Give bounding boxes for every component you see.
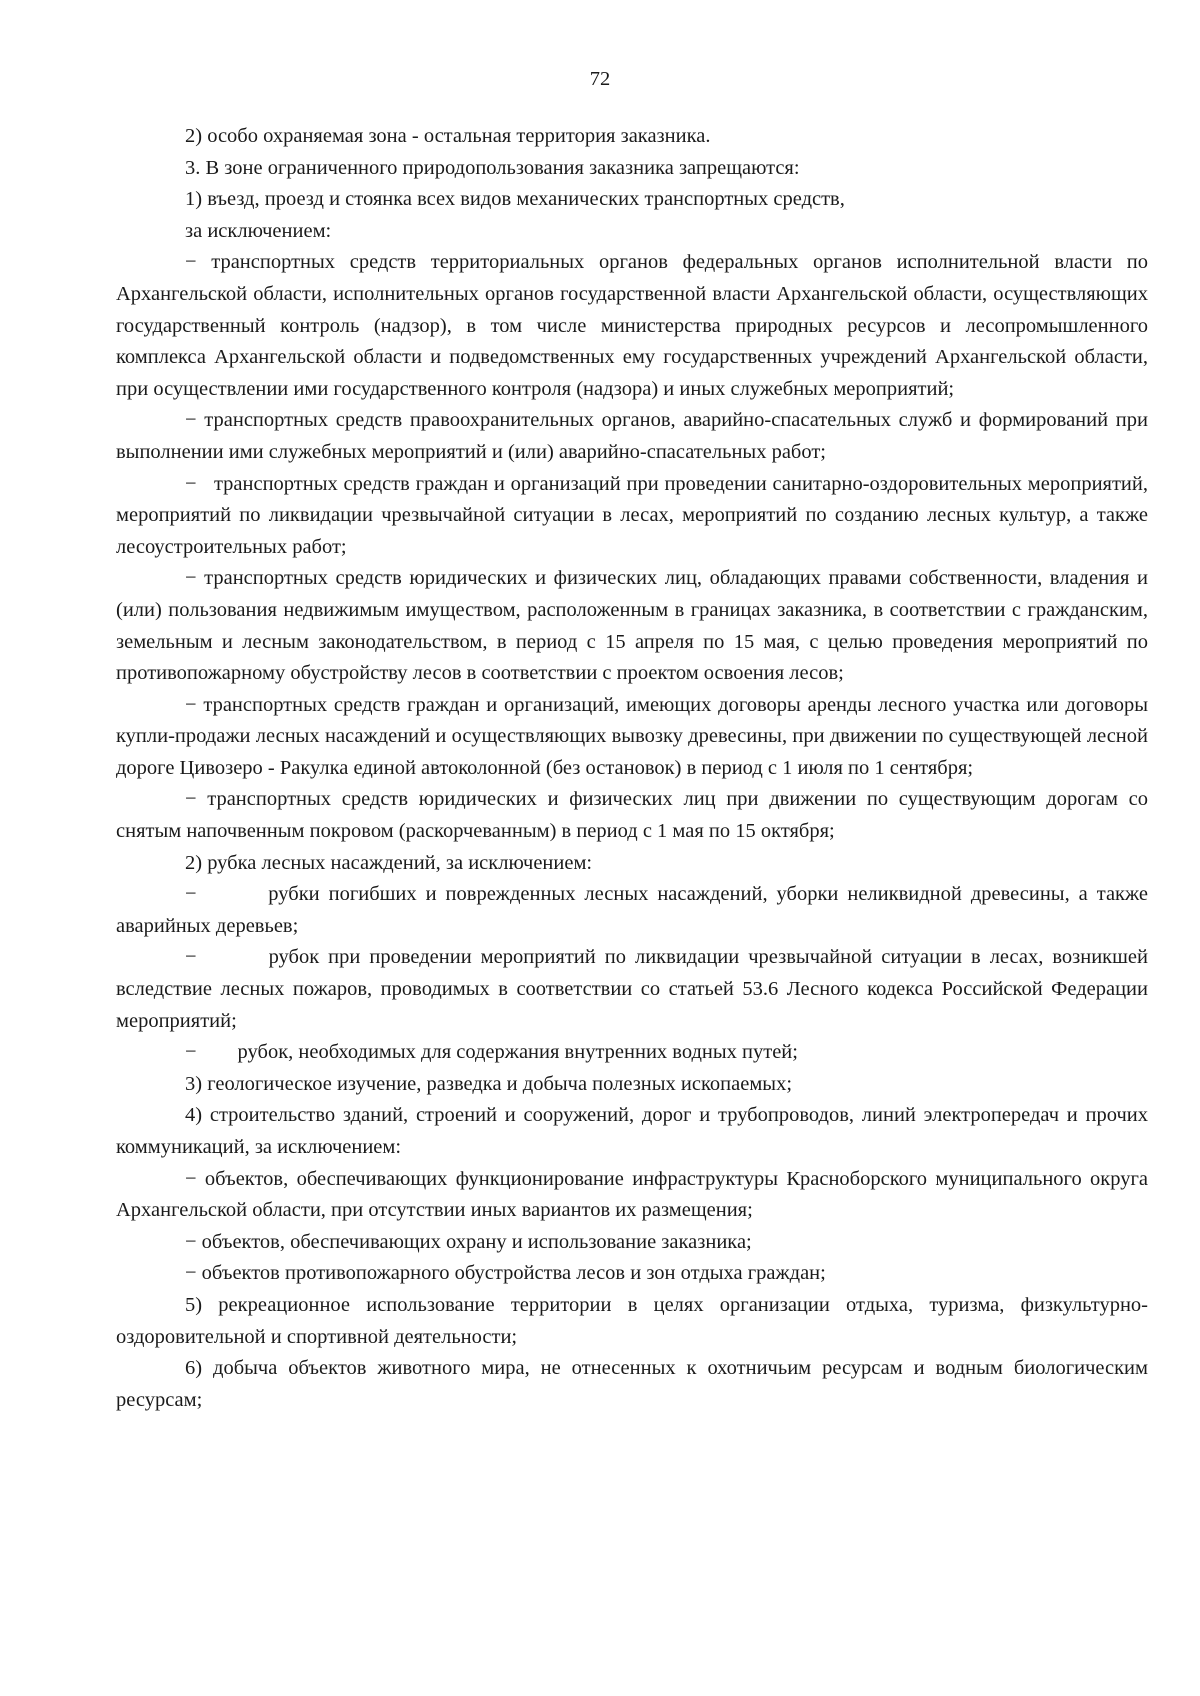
paragraph-wildlife: 6) добыча объектов животного мира, не отнесенных к охотничьим ресурсам и водным биологическим ресурсам; [116, 1357, 1148, 1411]
list-item-state-control-vehicles: − транспортных средств территориальных органов федеральных органов исполнительной власти по Архангельской области, исполнительных органов государственной власти Архангельской области, осуществляющих государственный контроль (надзор), в том числе министерства природных ресурсов и лесопромышленного комплекса Архангельской области и подведомственных ему государственных учреждений Архангельской области, при осуществлении ими государственного контроля (надзора) и иных служебных мероприятий; [116, 251, 1148, 400]
list-item-infrastructure-objects: − объектов, обеспечивающих функционирование инфраструктуры Красноборского муниципального округа Архангельской области, при отсутствии иных вариантов их размещения; [116, 1167, 1148, 1222]
list-item-property-owner-vehicles: − транспортных средств юридических и физических лиц, обладающих правами собственности, владения и (или) пользования недвижимым имуществом, расположенным в границах заказника, в соответствии с гражданским, земельным и лесным законодательством, в период с 15 апреля по 15 мая, с целью проведения мероприятий по противопожарному обустройству лесов в соответствии с проектом освоения лесов; [116, 567, 1148, 685]
paragraph-construction: 4) строительство зданий, строений и сооружений, дорог и трубопроводов, линий электропередач и прочих коммуникаций, за исключением: [116, 1104, 1148, 1158]
list-item-sanitary-vehicles: − транспортных средств граждан и организаций при проведении санитарно-оздоровительных мероприятий, мероприятий по ликвидации чрезвычайной ситуации в лесах, мероприятий по созданию лесных культур, а также лесоустроительных работ; [116, 472, 1154, 558]
paragraph-recreation: 5) рекреационное использование территории в целях организации отдыха, туризма, физкультурно-оздоровительной и спортивной деятельности; [116, 1293, 1148, 1348]
paragraph-logging: 2) рубка лесных насаждений, за исключением: [185, 851, 593, 874]
list-item-lease-vehicles: − транспортных средств граждан и организаций, имеющих договоры аренды лесного участка или договоры купли-продажи лесных насаждений и осуществляющих вывозку древесины, при движении по существующей лесной дороге Цивозеро - Ракулка единой автоколонной (без остановок) в период с 1 июля по 1 сентября; [116, 693, 1148, 779]
paragraph-prohibitions-heading: 3. В зоне ограниченного природопользования заказника запрещаются: [185, 156, 800, 179]
list-item-reserve-objects: − объектов, обеспечивающих охрану и использование заказника; [185, 1230, 752, 1253]
page-number: 72 [589, 68, 611, 90]
paragraph-vehicle-entry: 1) въезд, проезд и стоянка всех видов механических транспортных средств, [185, 188, 845, 211]
paragraph-geology: 3) геологическое изучение, разведка и добыча полезных ископаемых; [185, 1072, 793, 1095]
list-item-law-enforcement-vehicles: − транспортных средств правоохранительных органов, аварийно-спасательных служб и формирований при выполнении ими служебных мероприятий и (или) аварийно-спасательных работ; [116, 409, 1148, 463]
list-item-emergency-logging: − рубок при проведении мероприятий по ликвидации чрезвычайной ситуации в лесах, возникшей вследствие лесных пожаров, проводимых в соответствии со статьей 53.6 Лесного кодекса Российской Федерации мероприятий; [116, 946, 1154, 1032]
document-body [116, 121, 1154, 1416]
list-item-dead-trees-logging: − рубки погибших и поврежденных лесных насаждений, уборки неликвидной древесины, а также аварийных деревьев; [116, 883, 1154, 937]
paragraph-except: за исключением: [185, 219, 332, 242]
list-item-road-vehicles: − транспортных средств юридических и физических лиц при движении по существующим дорогам со снятым напочвенным покровом (раскорчеванным) в период с 1 мая по 15 октября; [116, 788, 1148, 843]
list-item-fire-prevention-objects: − объектов противопожарного обустройства лесов и зон отдыха граждан; [185, 1262, 826, 1285]
paragraph-protected-zone: 2) особо охраняемая зона - остальная территория заказника. [185, 125, 711, 147]
list-item-waterways-logging: − рубок, необходимых для содержания внутренних водных путей; [185, 1041, 798, 1064]
